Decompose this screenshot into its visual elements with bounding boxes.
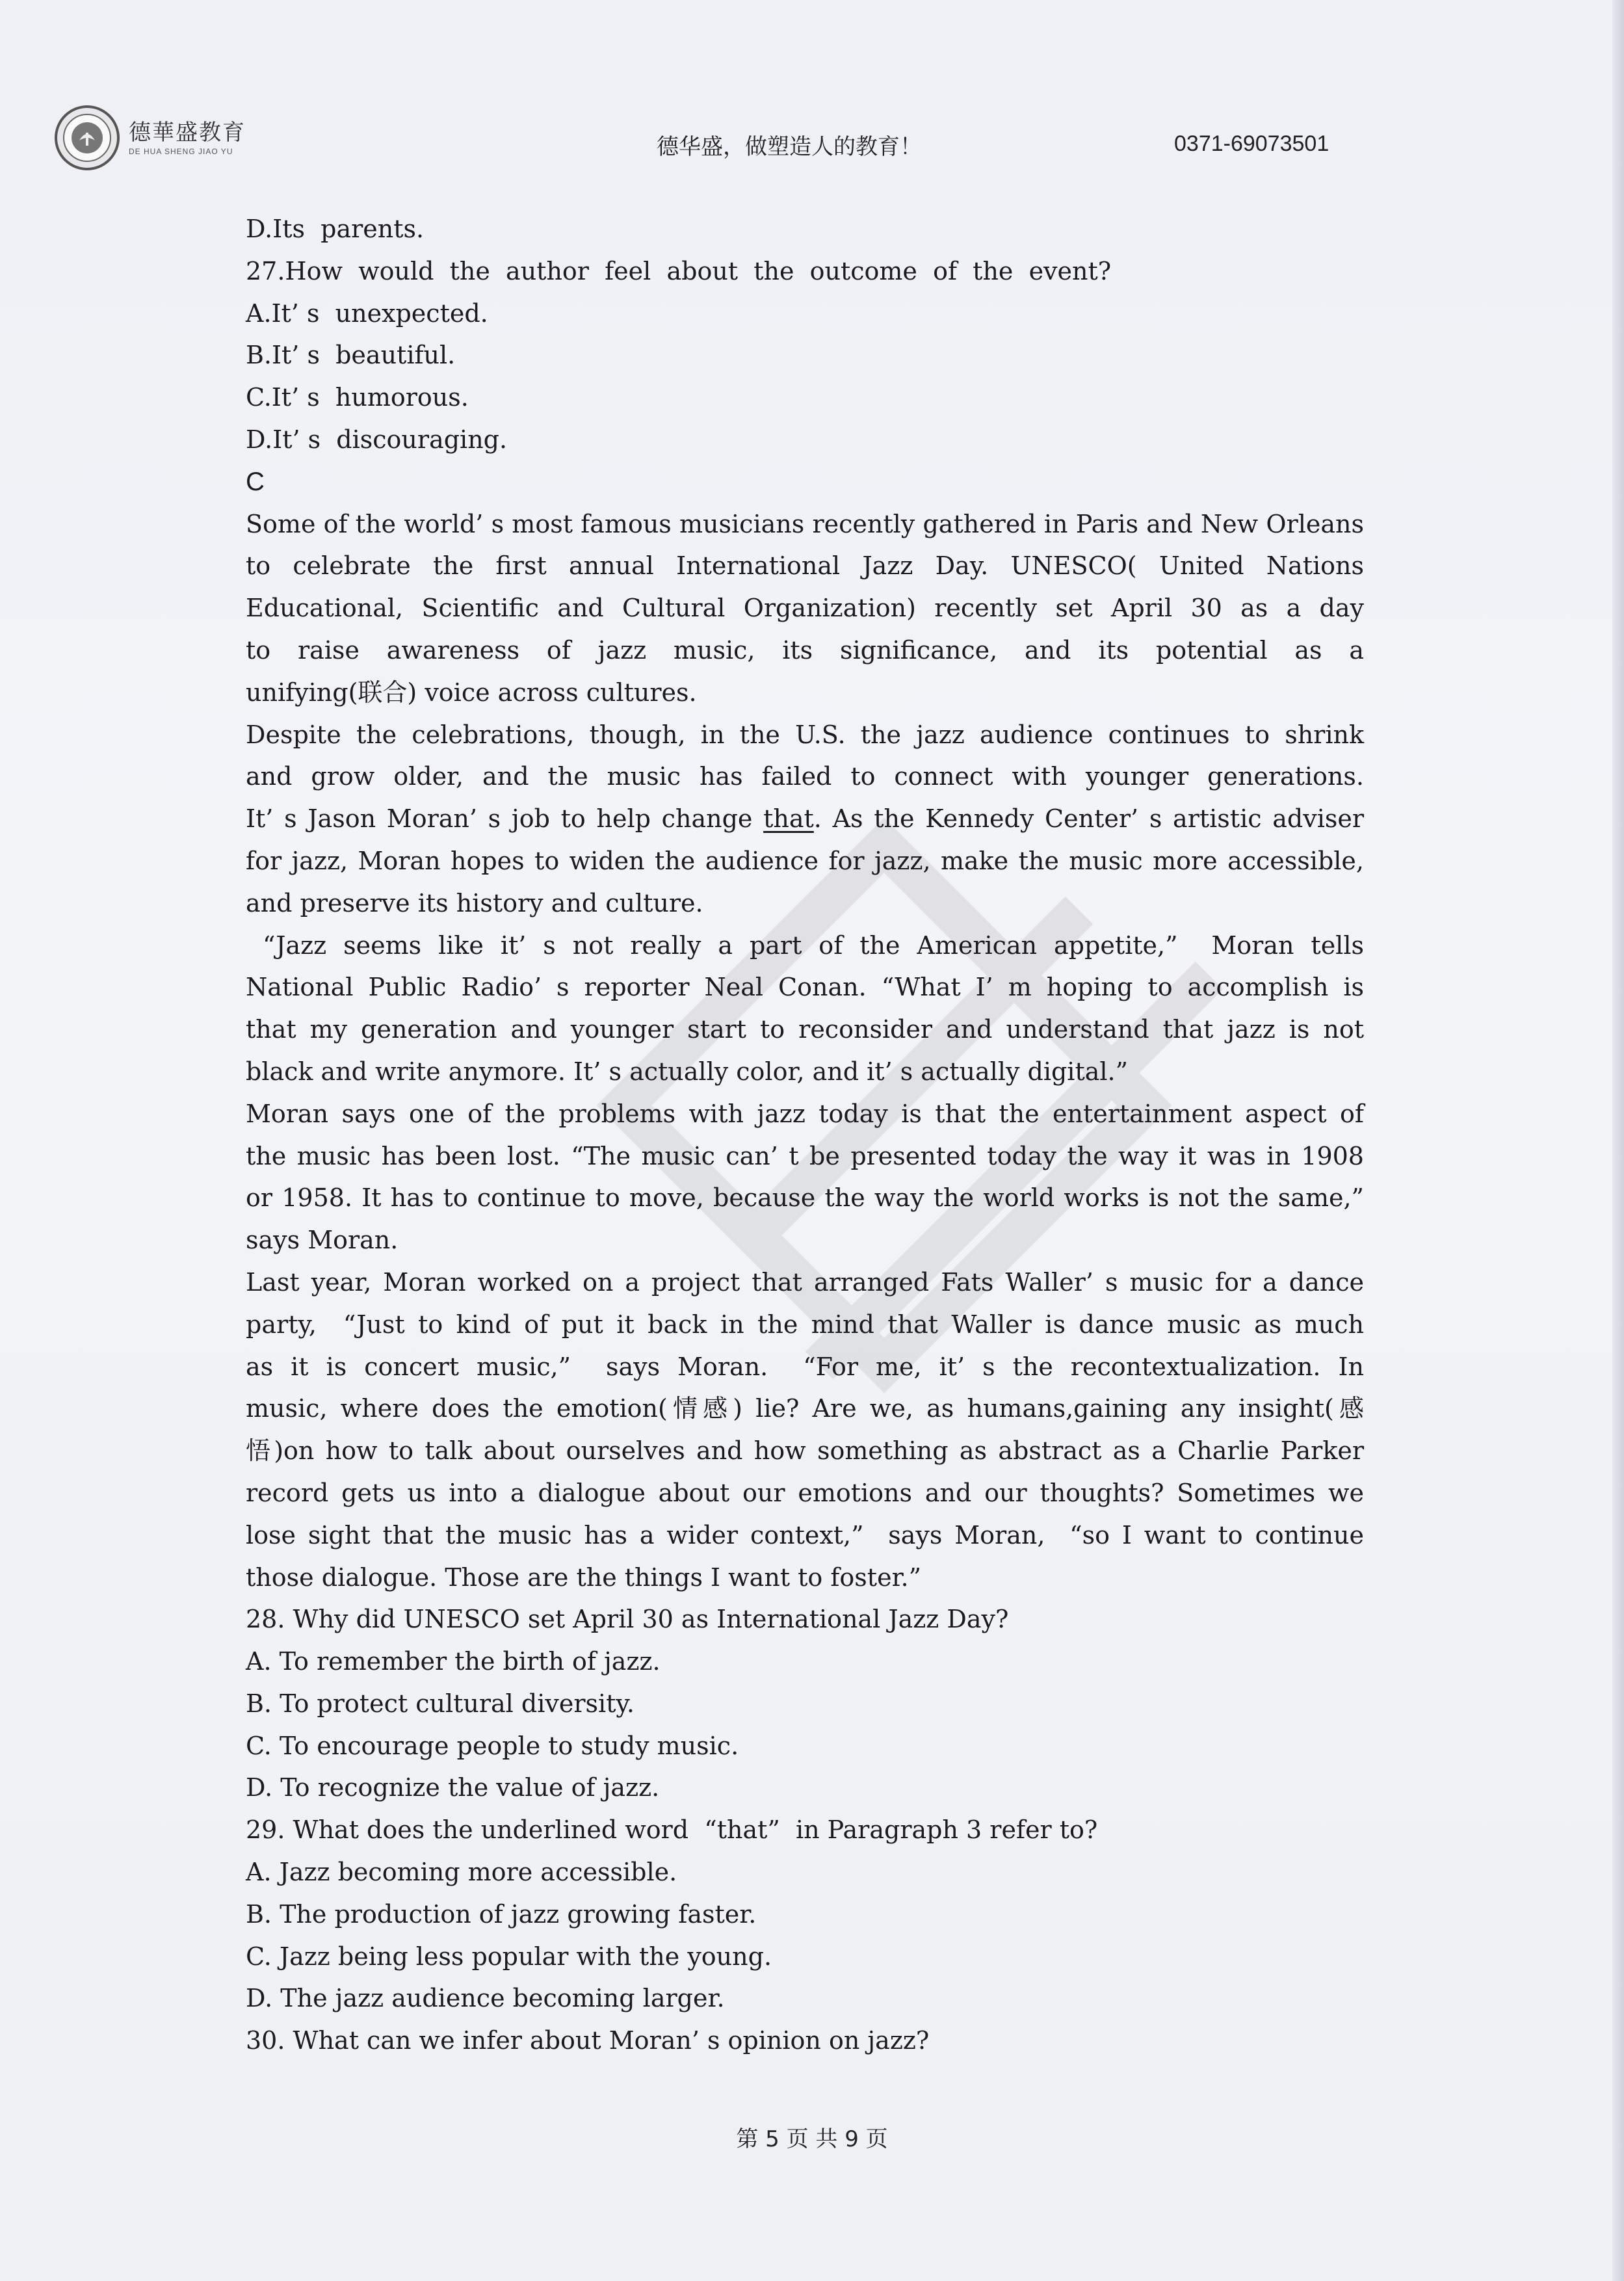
option-29d: D. The jazz audience becoming larger.	[246, 1984, 725, 2013]
option-29b: B. The production of jazz growing faster.	[246, 1899, 757, 1929]
paragraph-1-line: to raise awareness of jazz music, its significance, and its potential as a	[246, 635, 1364, 665]
paragraph-6-line: Last year, Moran worked on a project that arranged Fats Waller’ s music for a dance	[246, 1267, 1364, 1297]
paragraph-5-line: the music has been lost. “The music can’ t be presented today the way it was in 1908	[246, 1141, 1364, 1170]
logo-subtitle: DE HUA SHENG JIAO YU	[129, 147, 233, 156]
option-28d: D. To recognize the value of jazz.	[246, 1773, 660, 1802]
document-body	[246, 208, 1364, 2062]
page-indicator: 第 5 页 共 9 页	[736, 2126, 888, 2152]
paragraph-4-line: black and write anymore. It’ s actually color, and it’ s actually digital.”	[246, 1057, 1129, 1086]
option-29a: A. Jazz becoming more accessible.	[246, 1858, 677, 1887]
p3-text-before: It’ s Jason Moran’ s job to help change	[246, 804, 764, 834]
school-logo-icon	[53, 104, 121, 172]
paragraph-6-line: party, “Just to kind of put it back in the mind that Waller is dance music as much	[246, 1310, 1364, 1339]
question-28: 28. Why did UNESCO set April 30 as International Jazz Day?	[246, 1605, 1009, 1634]
option-27b: B.It’ s beautiful.	[246, 341, 456, 370]
question-27: 27.How would the author feel about the outcome of the event?	[246, 256, 1112, 285]
paragraph-6-line: music, where does the emotion(情感) lie? Are we, as humans,gaining any insight(感	[246, 1394, 1364, 1423]
question-30: 30. What can we infer about Moran’ s opinion on jazz?	[246, 2026, 930, 2055]
paragraph-6-line: record gets us into a dialogue about our emotions and our thoughts? Sometimes we	[246, 1478, 1364, 1507]
paragraph-2-line: Despite the celebrations, though, in the U.S. the jazz audience continues to shrink	[246, 720, 1364, 749]
option-26d: D.Its parents.	[246, 215, 425, 243]
option-28b: B. To protect cultural diversity.	[246, 1689, 635, 1718]
paragraph-5-line: or 1958. It has to continue to move, because the way the world works is not the same,”	[246, 1183, 1364, 1213]
logo-name: 德華盛教育	[129, 120, 246, 146]
paragraph-4-line: “Jazz seems like it’ s not really a part of the American appetite,” Moran tells	[246, 930, 1364, 960]
paragraph-3-line: and preserve its history and culture.	[246, 888, 703, 917]
option-27c: C.It’ s humorous.	[246, 383, 469, 412]
underlined-word-that: that	[763, 804, 814, 834]
paragraph-6-line: lose sight that the music has a wider context,” says Moran, “so I want to continue	[246, 1520, 1364, 1549]
paragraph-1-line: unifying(联合) voice across cultures.	[246, 678, 697, 707]
paragraph-4-line: National Public Radio’ s reporter Neal Conan. “What I’ m hoping to accomplish is	[246, 973, 1364, 1002]
scan-edge	[1612, 0, 1624, 2281]
option-27d: D.It’ s discouraging.	[246, 425, 508, 454]
paragraph-6-line: 悟)on how to talk about ourselves and how something as abstract as a Charlie Parker	[246, 1436, 1364, 1466]
question-29: 29. What does the underlined word “that” in Paragraph 3 refer to?	[246, 1815, 1098, 1845]
option-27a: A.It’ s unexpected.	[246, 298, 488, 328]
paragraph-3-line: for jazz, Moran hopes to widen the audience for jazz, make the music more accessible,	[246, 846, 1364, 875]
paragraph-6-line: as it is concert music,” says Moran. “For me, it’ s the recontextualization. In	[246, 1352, 1364, 1381]
paragraph-3-line	[246, 798, 1364, 840]
paragraph-5-line: says Moran.	[246, 1226, 399, 1255]
paragraph-6-line: those dialogue. Those are the things I want to foster.”	[246, 1562, 922, 1592]
paragraph-4-line: that my generation and younger start to reconsider and understand that jazz is not	[246, 1015, 1364, 1044]
option-28c: C. To encourage people to study music.	[246, 1731, 739, 1760]
p3-text-after: . As the Kennedy Center’ s artistic adviser	[813, 804, 1364, 834]
section-label: C	[246, 467, 265, 496]
paragraph-2-line: and grow older, and the music has failed to connect with younger generations.	[246, 762, 1364, 791]
header-phone: 0371-69073501	[1174, 131, 1329, 156]
paragraph-5-line: Moran says one of the problems with jazz today is that the entertainment aspect of	[246, 1099, 1364, 1128]
option-28a: A. To remember the birth of jazz.	[246, 1647, 661, 1676]
header-slogan: 德华盛，做塑造人的教育！	[657, 134, 922, 160]
paragraph-1-line: Some of the world’ s most famous musicians recently gathered in Paris and New Orleans	[246, 509, 1364, 538]
paragraph-1-line: Educational, Scientific and Cultural Organization) recently set April 30 as a day	[246, 594, 1364, 623]
option-29c: C. Jazz being less popular with the young.	[246, 1942, 772, 1971]
paragraph-1-line: to celebrate the first annual International Jazz Day. UNESCO( United Nations	[246, 551, 1364, 581]
